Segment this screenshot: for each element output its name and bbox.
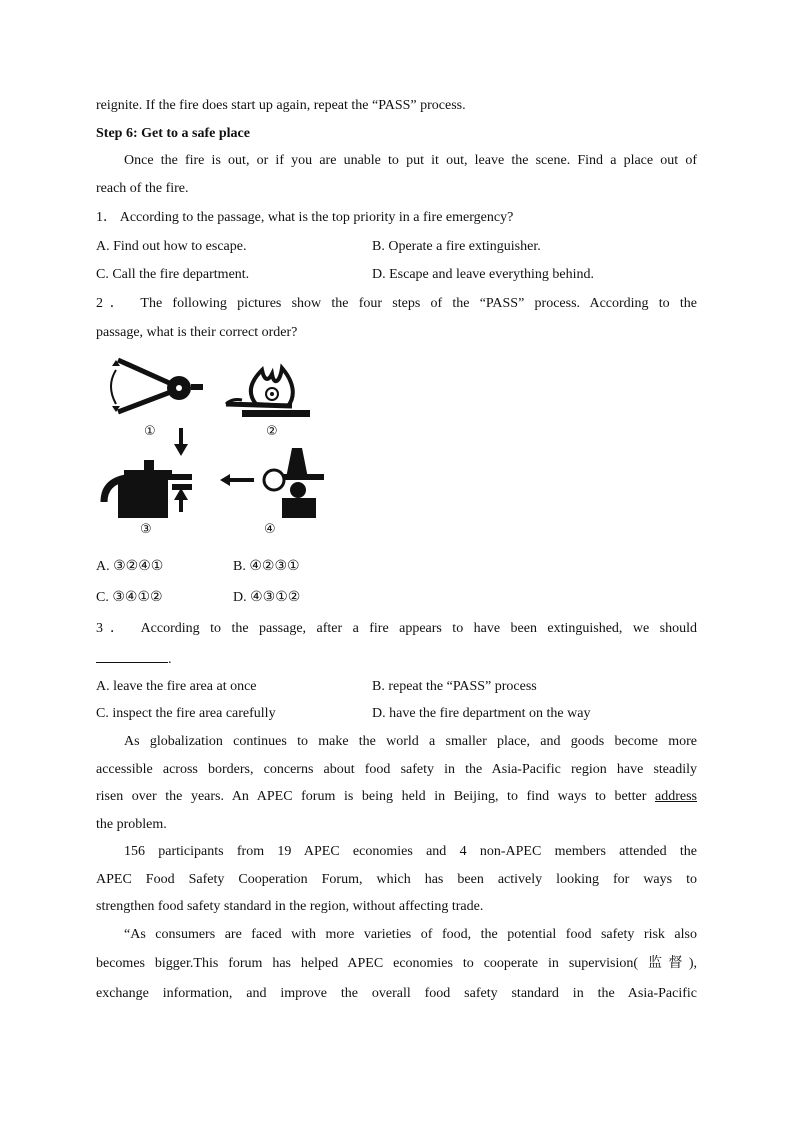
figure-label-3: ③ <box>140 522 152 537</box>
squeeze-step-icon <box>104 428 192 518</box>
pass-steps-figure <box>96 352 341 542</box>
step-6-heading: Step 6: Get to a safe place <box>96 126 250 141</box>
question-3-stem: 3． According to the passage, after a fire appears to have been extinguished, we should <box>96 621 697 636</box>
paragraph-line: accessible across borders, concerns about food safety in the Asia-Pacific region have steadily <box>96 762 697 777</box>
question-1-stem: 1． According to the passage, what is the top priority in a fire emergency? <box>96 210 514 225</box>
paragraph-line: “As consumers are faced with more varieties of food, the potential food safety risk also <box>124 927 697 942</box>
q3-option-b[interactable]: B. repeat the “PASS” process <box>372 679 537 694</box>
q1-option-b[interactable]: B. Operate a fire extinguisher. <box>372 239 541 254</box>
underlined-word: address <box>655 789 697 804</box>
paragraph-line: becomes bigger.This forum has helped APEC economies to cooperate in supervision( 监督), <box>96 956 697 971</box>
answer-blank[interactable] <box>96 648 168 663</box>
paragraph-line: As globalization continues to make the world a smaller place, and goods become more <box>124 734 697 749</box>
figure-label-4: ④ <box>264 522 276 537</box>
figure-label-1: ① <box>144 424 156 439</box>
q2-option-d[interactable]: D. ④③①② <box>233 590 301 605</box>
paragraph-line: the problem. <box>96 817 167 832</box>
pull-pin-step-icon <box>220 448 324 518</box>
text-line: reignite. If the fire does start up again, repeat the “PASS” process. <box>96 98 466 113</box>
aim-step-icon <box>226 368 310 417</box>
q2-option-a[interactable]: A. ③②④① <box>96 559 164 574</box>
q1-option-a[interactable]: A. Find out how to escape. <box>96 239 247 254</box>
q1-option-d[interactable]: D. Escape and leave everything behind. <box>372 267 594 282</box>
paragraph-line: exchange information, and improve the overall food safety standard in the Asia-Pacific <box>96 986 697 1001</box>
paragraph-line: Once the fire is out, or if you are unable to put it out, leave the scene. Find a place out of <box>124 153 697 168</box>
paragraph-line: APEC Food Safety Cooperation Forum, which has been actively looking for ways to <box>96 872 697 887</box>
paragraph-line: strengthen food safety standard in the region, without affecting trade. <box>96 899 484 914</box>
figure-label-2: ② <box>266 424 278 439</box>
q3-blank-line: . <box>96 648 172 670</box>
sweep-step-icon <box>111 360 203 412</box>
q3-option-c[interactable]: C. inspect the fire area carefully <box>96 706 276 721</box>
pass-steps-illustration <box>96 352 341 542</box>
question-2-stem-cont: passage, what is their correct order? <box>96 325 298 340</box>
paragraph-line: reach of the fire. <box>96 181 189 196</box>
q3-option-a[interactable]: A. leave the fire area at once <box>96 679 257 694</box>
paragraph-line: 156 participants from 19 APEC economies and 4 non-APEC members attended the <box>124 844 697 859</box>
question-2-stem: 2． The following pictures show the four steps of the “PASS” process. According to the <box>96 296 697 311</box>
q1-option-c[interactable]: C. Call the fire department. <box>96 267 250 282</box>
paragraph-line: risen over the years. An APEC forum is being held in Beijing, to find ways to better address <box>96 789 697 804</box>
q2-option-c[interactable]: C. ③④①② <box>96 590 163 605</box>
q2-option-b[interactable]: B. ④②③① <box>233 559 300 574</box>
q3-option-d[interactable]: D. have the fire department on the way <box>372 706 591 721</box>
